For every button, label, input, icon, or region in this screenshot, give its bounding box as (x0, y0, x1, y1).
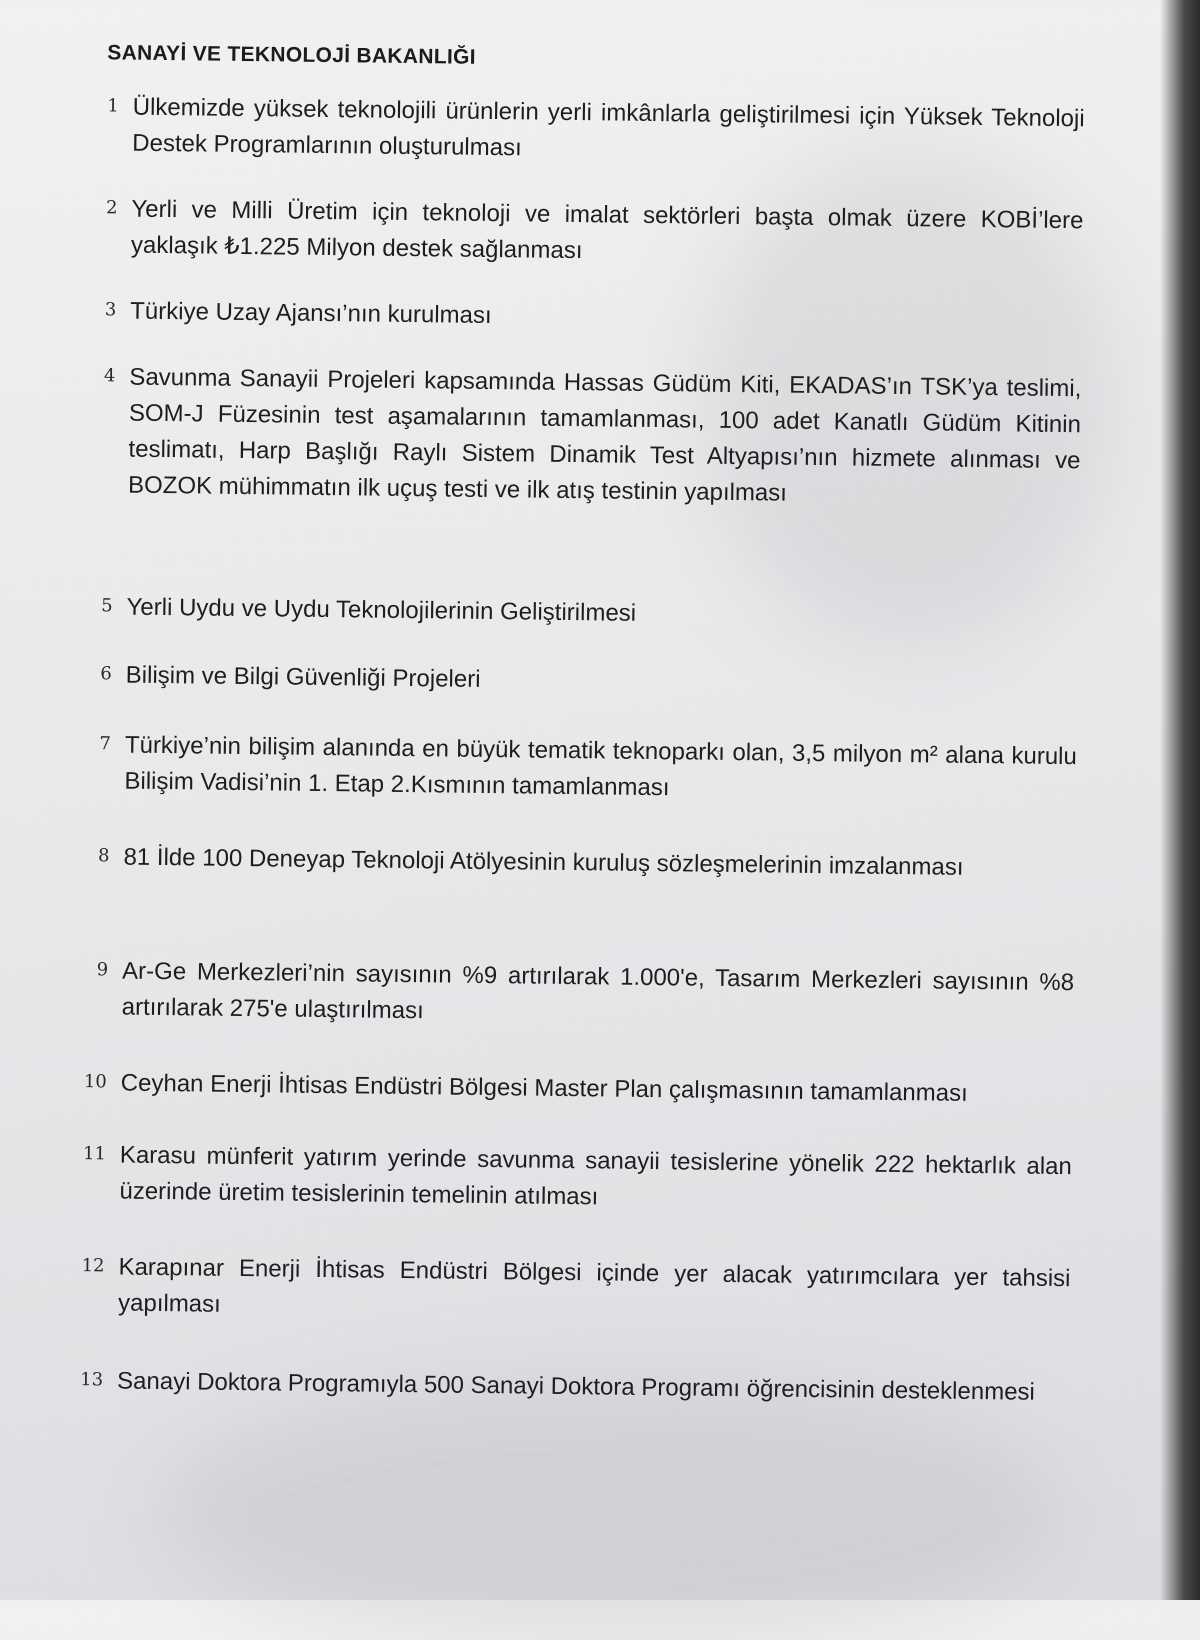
item-text: Ceyhan Enerji İhtisas Endüstri Bölgesi Master Plan çalışmasının tamamlanması (120, 1069, 968, 1107)
list-item-12 (60, 1249, 1071, 1333)
item-text: Yerli ve Milli Üretim için teknoloji ve imalat sektörleri başta olmak üzere KOBİ’lere yaklaşık ₺1.225 Milyon destek sağlanması (130, 195, 1084, 265)
item-text: Türkiye’nin bilişim alanında en büyük tematik teknoparkı olan, 3,5 milyon m² alana kurulu Bilişim Vadisi’nin 1. Etap 2.Kısmının tamamlanması (124, 731, 1078, 802)
item-text: Sanayi Doktora Programıyla 500 Sanayi Doktora Programı öğrencisinin desteklenmesi (116, 1367, 1036, 1406)
list-item-8 (65, 839, 1075, 887)
list-item-13 (59, 1363, 1069, 1411)
item-number: 10 (83, 1071, 107, 1093)
list-item-6 (68, 657, 1078, 705)
item-text: Savunma Sanayii Projeleri kapsamında Hassas Güdüm Kiti, EKADAS’ın TSK’ya teslimi, SOM-J Füzesinin test aşamalarının tamamlanması, 100 adet Kanatlı Güdüm Kitinin teslimatı, Harp Başlığı Raylı Sistem Dinamik Test Altyapısı’nın hizmete alınması ve BOZOK mühimmatın ilk uçuş testi ve ilk atış testinin yapılması (127, 363, 1082, 507)
item-text: Karasu münferit yatırım yerinde savunma sanayii tesislerine yönelik 222 hektarlık alan üzerinde üretim tesislerinin temelinin atılması (119, 1141, 1072, 1211)
item-number: 5 (101, 595, 113, 617)
list-item-5 (68, 589, 1078, 637)
page-edge-shadow (1160, 0, 1200, 1600)
item-number: 13 (80, 1369, 104, 1391)
item-number: 4 (103, 365, 116, 387)
item-text: Ar-Ge Merkezleri’nin sayısının %9 artırılarak 1.000'e, Tasarım Merkezleri sayısının %8 artırılarak 275'e ulaştırılması (121, 957, 1075, 1025)
item-number: 9 (96, 959, 109, 981)
list-item-11 (61, 1137, 1072, 1221)
item-number: 2 (105, 197, 118, 219)
page-title: SANAYİ VE TEKNOLOJİ BAKANLIĞI (107, 41, 476, 69)
list-item-7 (66, 727, 1077, 811)
item-number: 6 (100, 663, 112, 685)
item-number: 12 (81, 1255, 105, 1277)
item-number: 1 (107, 95, 119, 117)
list-item-10 (63, 1065, 1073, 1113)
item-text: Türkiye Uzay Ajansı’nın kurulması (130, 297, 492, 330)
list-item-3 (72, 293, 1082, 341)
item-text: Karapınar Enerji İhtisas Endüstri Bölgesi içinde yer alacak yatırımcılara yer tahsisi yapılması (117, 1253, 1071, 1318)
list-item-1 (74, 89, 1085, 173)
list-item-9 (63, 953, 1074, 1037)
item-text: 81 İlde 100 Deneyap Teknoloji Atölyesinin kuruluş sözleşmelerinin imzalanması (123, 843, 964, 881)
list-item-2 (73, 191, 1084, 275)
item-number: 3 (104, 299, 117, 321)
item-text: Ülkemizde yüksek teknolojili ürünlerin yerli imkânlarla geliştirilmesi için Yüksek Teknoloji Destek Programlarının oluşturulması (132, 93, 1085, 162)
item-number: 11 (82, 1143, 107, 1165)
item-number: 7 (99, 733, 112, 755)
item-text: Bilişim ve Bilgi Güvenliği Projeleri (125, 661, 481, 693)
list-item-4 (70, 359, 1082, 515)
item-text: Yerli Uydu ve Uydu Teknolojilerinin Geliştirilmesi (126, 593, 637, 627)
item-number: 8 (97, 845, 110, 867)
